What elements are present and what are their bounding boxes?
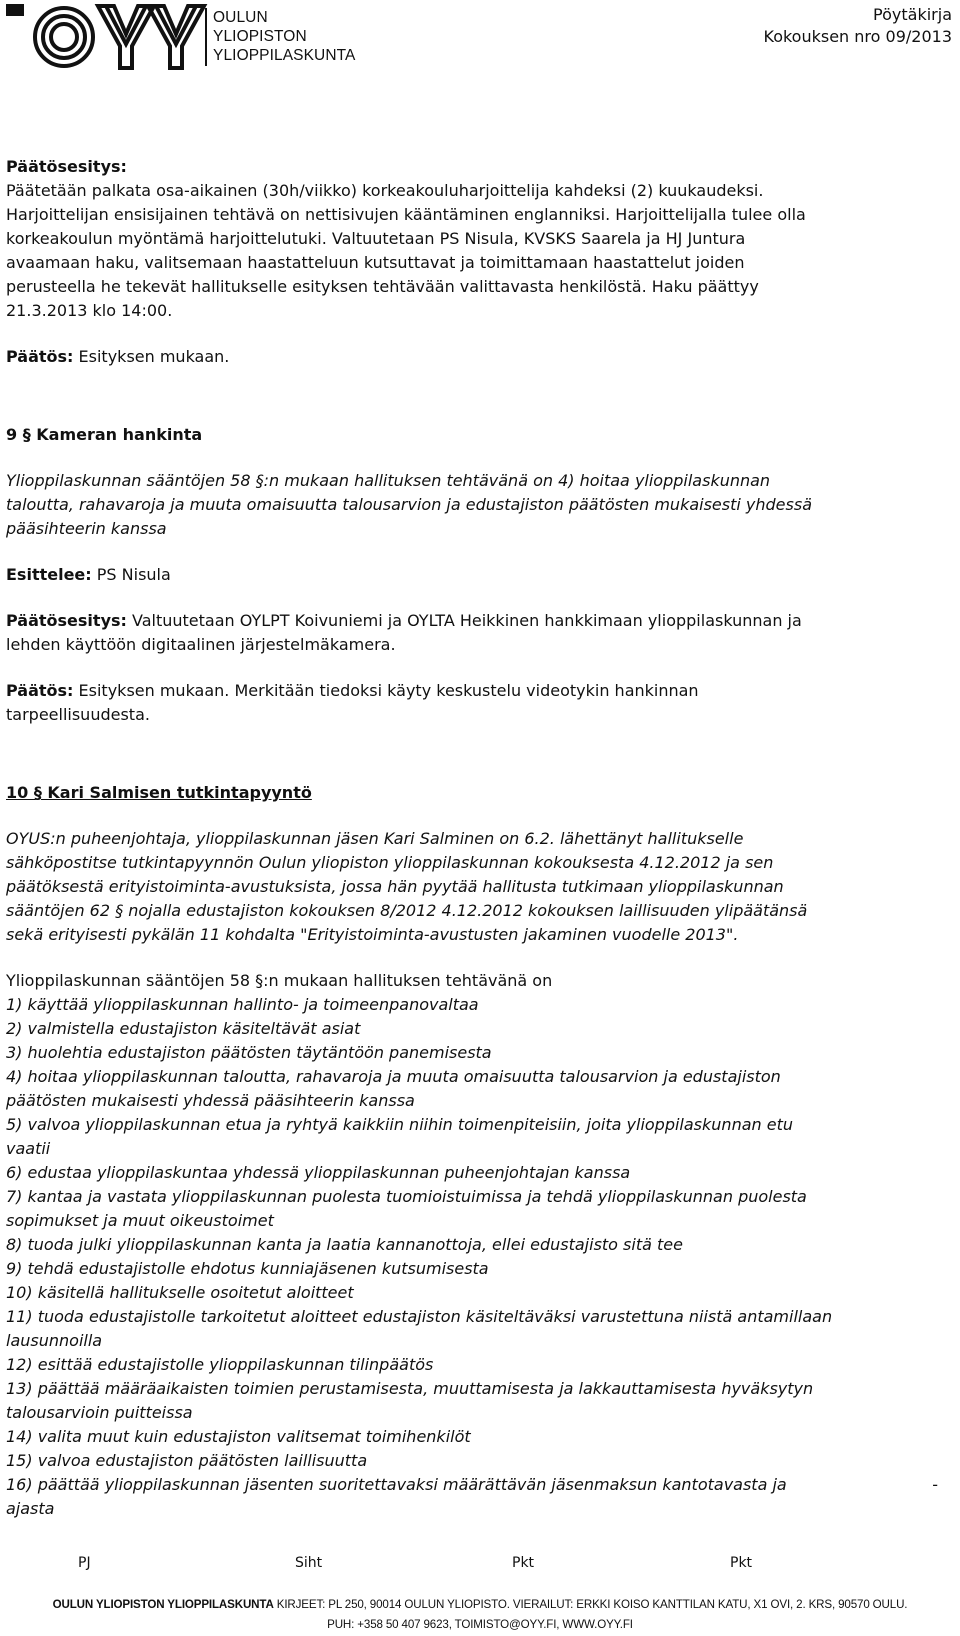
signature-label: Siht — [295, 1555, 323, 1571]
duty-line: 2) valmistella edustajiston käsiteltävät asiat — [6, 1019, 361, 1038]
duty-line: 5) valvoa ylioppilaskunnan etua ja ryhtyä kaikkiin niihin toimenpiteisiin, joita ylioppilaskunnan etu — [6, 1115, 793, 1134]
decision-label: Päätös: — [6, 681, 74, 700]
duty-line: lausunnoilla — [6, 1331, 103, 1350]
signature-label: PJ — [78, 1555, 91, 1571]
duty-line: 14) valita muut kuin edustajiston valitsemat toimihenkilöt — [6, 1427, 471, 1446]
document-type: Pöytäkirja — [873, 5, 952, 24]
document-header-info — [764, 4, 953, 48]
proposal-label: Päätösesitys: — [6, 157, 127, 176]
duty-line: 11) tuoda edustajistolle tarkoitetut aloitteet edustajiston käsiteltäväksi varustettuna niistä antamillaan — [6, 1307, 833, 1326]
duty-line: 10) käsitellä hallitukselle osoitetut aloitteet — [6, 1283, 354, 1302]
proposal-text: Valtuutetaan OYLPT Koivuniemi ja OYLTA Heikkinen hankkimaan ylioppilaskunnan ja — [126, 611, 802, 630]
footer-address-text: KIRJEET: PL 250, 90014 OULUN YLIOPISTO. VIERAILUT: ERKKI KOISO KANTTILAN KATU, X1 OVI, 2. KRS, 90570 OULU. — [273, 1598, 908, 1611]
text-line: avaamaan haku, valitsemaan haastatteluun kutsuttavat ja toimittamaan haastattelut joiden — [6, 253, 745, 272]
text-line: 21.3.2013 klo 14:00. — [6, 301, 173, 320]
org-name-line: OULUN — [213, 9, 268, 26]
text-line: OYUS:n puheenjohtaja, ylioppilaskunnan jäsen Kari Salminen on 6.2. lähettänyt hallitukselle — [6, 829, 744, 848]
duty-line: 13) päättää määräaikaisten toimien perustamisesta, muuttamisesta ja lakkauttamisesta hyväksytyn — [6, 1379, 814, 1398]
duty-line: päätösten mukaisesti yhdessä pääsihteerin kanssa — [6, 1091, 415, 1110]
text-line: sähköpostitse tutkintapyynnön Oulun yliopiston ylioppilaskunnan kokouksesta 4.12.2012 ja sen — [6, 853, 774, 872]
duties-list — [6, 993, 956, 1521]
footer-org: OULUN YLIOPISTON YLIOPPILASKUNTA — [52, 1598, 274, 1611]
decision-text: Esityksen mukaan. Merkitään tiedoksi käyty keskustelu videotykin hankinnan — [73, 681, 699, 700]
text-line: Päätetään palkata osa-aikainen (30h/viikko) korkeakouluharjoittelija kahdeksi (2) kuukaudeksi. — [6, 181, 764, 200]
text-line: Harjoittelijan ensisijainen tehtävä on nettisivujen kääntäminen englanniksi. Harjoittelijalla tulee olla — [6, 205, 806, 224]
text-line: tarpeellisuudesta. — [6, 705, 150, 724]
duty-line: 16) päättää ylioppilaskunnan jäsenten suoritettavaksi määrättävän jäsenmaksun kantotavasta ja - — [6, 1473, 956, 1497]
text-line: pääsihteerin kanssa — [6, 519, 167, 538]
text-line: lehden käyttöön digitaalinen järjestelmäkamera. — [6, 635, 396, 654]
text-line: Ylioppilaskunnan sääntöjen 58 §:n mukaan hallituksen tehtävänä on 4) hoitaa ylioppilaskunnan — [6, 471, 771, 490]
section-heading: 10 § Kari Salmisen tutkintapyyntö — [6, 783, 312, 802]
text-line: päätöksestä erityistoiminta-avustuksista, jossa hän pyytää hallitusta tutkimaan ylioppilaskunnan — [6, 877, 784, 896]
meeting-number: Kokouksen nro 09/2013 — [763, 27, 952, 46]
footer-contact: PUH: +358 50 407 9623, TOIMISTO@OYY.FI, WWW.OYY.FI — [327, 1618, 633, 1631]
org-name-line: YLIOPISTON — [213, 28, 307, 45]
decision-line — [6, 679, 956, 703]
decision-line — [6, 345, 956, 369]
decision-label: Päätös: — [6, 347, 74, 366]
presenter-text: PS Nisula — [91, 565, 171, 584]
text-line: korkeakoulun myöntämä harjoittelutuki. Valtuutetaan PS Nisula, KVSKS Saarela ja HJ Juntura — [6, 229, 746, 248]
signature-label: Pkt — [512, 1555, 535, 1571]
footer-address — [0, 1598, 960, 1611]
text-line: perusteella he tekevät hallitukselle esityksen tehtävään valittavasta henkilöstä. Haku päättyy — [6, 277, 759, 296]
decision-text: Esityksen mukaan. — [73, 347, 230, 366]
duty-line: 4) hoitaa ylioppilaskunnan taloutta, rahavaroja ja muuta omaisuutta talousarvion ja edustajiston — [6, 1067, 781, 1086]
duty-line: 3) huolehtia edustajiston päätösten täytäntöön panemisesta — [6, 1043, 492, 1062]
section-heading: 9 § Kameran hankinta — [6, 425, 203, 444]
org-name — [213, 8, 355, 65]
duty-line: 9) tehdä edustajistolle ehdotus kunniajäsenen kutsumisesta — [6, 1259, 489, 1278]
duty-line: 7) kantaa ja vastata ylioppilaskunnan puolesta tuomioistuimissa ja tehdä ylioppilaskunnan puolesta — [6, 1187, 807, 1206]
proposal-line — [6, 609, 956, 633]
duty-line: sopimukset ja muut oikeustoimet — [6, 1211, 274, 1230]
presenter-label: Esittelee: — [6, 565, 92, 584]
proposal-label: Päätösesitys: — [6, 611, 127, 630]
duty-line: vaatii — [6, 1139, 51, 1158]
trailing-dash: - — [932, 1475, 938, 1494]
text-line: taloutta, rahavaroja ja muuta omaisuutta talousarvion ja edustajiston päätösten mukaisesti yhdessä — [6, 495, 812, 514]
text-line: Ylioppilaskunnan sääntöjen 58 §:n mukaan hallituksen tehtävänä on — [6, 971, 553, 990]
text-line: sekä erityisesti pykälän 11 kohdalta "Erityistoiminta-avustusten jakaminen vuodelle 2013". — [6, 925, 739, 944]
signature-label: Pkt — [730, 1555, 753, 1571]
duty-line: 6) edustaa ylioppilaskuntaa yhdessä ylioppilaskunnan puheenjohtajan kanssa — [6, 1163, 631, 1182]
duty-line: 1) käyttää ylioppilaskunnan hallinto- ja toimeenpanovaltaa — [6, 995, 479, 1014]
duty-line: 15) valvoa edustajiston päätösten laillisuutta — [6, 1451, 368, 1470]
minutes-body — [6, 155, 956, 1521]
duty-line: talousarvioin puitteissa — [6, 1403, 193, 1422]
org-name-line: YLIOPPILASKUNTA — [213, 47, 356, 64]
duty-line: 8) tuoda julki ylioppilaskunnan kanta ja laatia kannanottoja, ellei edustajisto sitä tee — [6, 1235, 683, 1254]
text-line: sääntöjen 62 § nojalla edustajiston kokouksen 8/2012 4.12.2012 kokouksen laillisuuden ylipäätänsä — [6, 901, 808, 920]
duty-line: 12) esittää edustajistolle ylioppilaskunnan tilinpäätös — [6, 1355, 434, 1374]
presenter-line — [6, 563, 956, 587]
duty-line: ajasta — [6, 1499, 55, 1518]
